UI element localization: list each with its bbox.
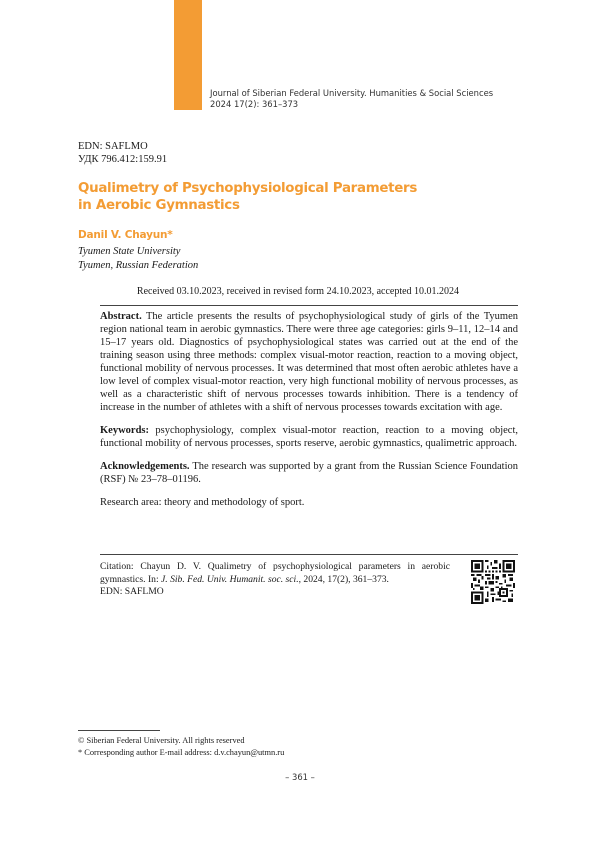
article-title [78, 180, 518, 214]
udk-code: УДК 796.412:159.91 [78, 154, 168, 165]
citation-volume: , 2024, 17(2), 361–373. [298, 573, 389, 585]
page-number: – 361 – [285, 772, 315, 782]
qr-code-icon[interactable] [471, 560, 515, 604]
header-accent-bar [174, 0, 202, 110]
citation-text: Citation: Chayun D. V. Qualimetry of psychophysiological parameters in aerobic gymnastics. In: [100, 561, 450, 585]
abstract-paragraph [100, 310, 518, 414]
journal-volume: 2024 17(2): 361–373 [210, 99, 299, 109]
keywords-label: Keywords: [100, 425, 149, 436]
affiliation-location: Tyumen, Russian Federation [78, 259, 199, 271]
citation-edn: EDN: SAFLMO [100, 586, 164, 597]
keywords-text: psychophysiology, complex visual-motor reaction, reaction to a moving object, functional mobility of nervous processes, sports reserve, aerobic gymnastics, qualimetric approach. [100, 425, 518, 449]
title-line-1: Qualimetry of Psychophysiological Parameters [78, 181, 418, 196]
acknowledgements-text: The research was supported by a grant from the Russian Science Foundation (RSF) № 23–78–01196. [100, 461, 519, 485]
citation-block [100, 561, 450, 599]
article-identifiers [78, 140, 167, 166]
corresponding-author-note: * Corresponding author E-mail address: d.v.chayun@utmn.ru [78, 747, 285, 757]
citation-divider [100, 554, 518, 555]
acknowledgements-paragraph [100, 460, 518, 486]
research-area: Research area: theory and methodology of sport. [100, 497, 305, 508]
abstract-top-divider [100, 305, 518, 306]
citation-journal: J. Sib. Fed. Univ. Humanit. soc. sci. [161, 573, 299, 585]
journal-header [210, 88, 493, 110]
author-name: Danil V. Chayun* [78, 229, 173, 241]
abstract-text: The article presents the results of psychophysiological study of girls of the Tyumen region national team in aerobic gymnastics. There were three age categories: girls 9–11, 12–14 and 15–17 years old. Diagnostics of psychophysiological states was carried out at the end of the training season using three methods: complex visual-motor reaction, reaction to a moving object, functional mobility of nervous processes. It was determined that most often aerobic athletes have a low level of complex visual-motor reaction, very high functional mobility of nervous processes, as well as a characteristic shift of nervous processes towards inhibition. There is a tendency of increase in the number of athletes with a shift of nervous processes towards excitation with age. [100, 311, 518, 413]
affiliation-institution: Tyumen State University [78, 246, 181, 257]
edn-code: EDN: SAFLMO [78, 141, 148, 152]
author-affiliation [78, 245, 198, 272]
copyright-note: © Siberian Federal University. All rights reserved [78, 736, 245, 745]
received-dates: Received 03.10.2023, received in revised form 24.10.2023, accepted 10.01.2024 [136, 286, 460, 297]
footnotes [78, 735, 284, 758]
footnote-divider [78, 730, 160, 731]
acknowledgements-label: Acknowledgements. [100, 461, 190, 472]
abstract-label: Abstract. [100, 311, 142, 322]
keywords-paragraph [100, 424, 518, 450]
abstract-section [100, 310, 518, 519]
journal-name: Journal of Siberian Federal University. Humanities & Social Sciences [210, 88, 494, 98]
title-line-2: in Aerobic Gymnastics [78, 198, 240, 213]
